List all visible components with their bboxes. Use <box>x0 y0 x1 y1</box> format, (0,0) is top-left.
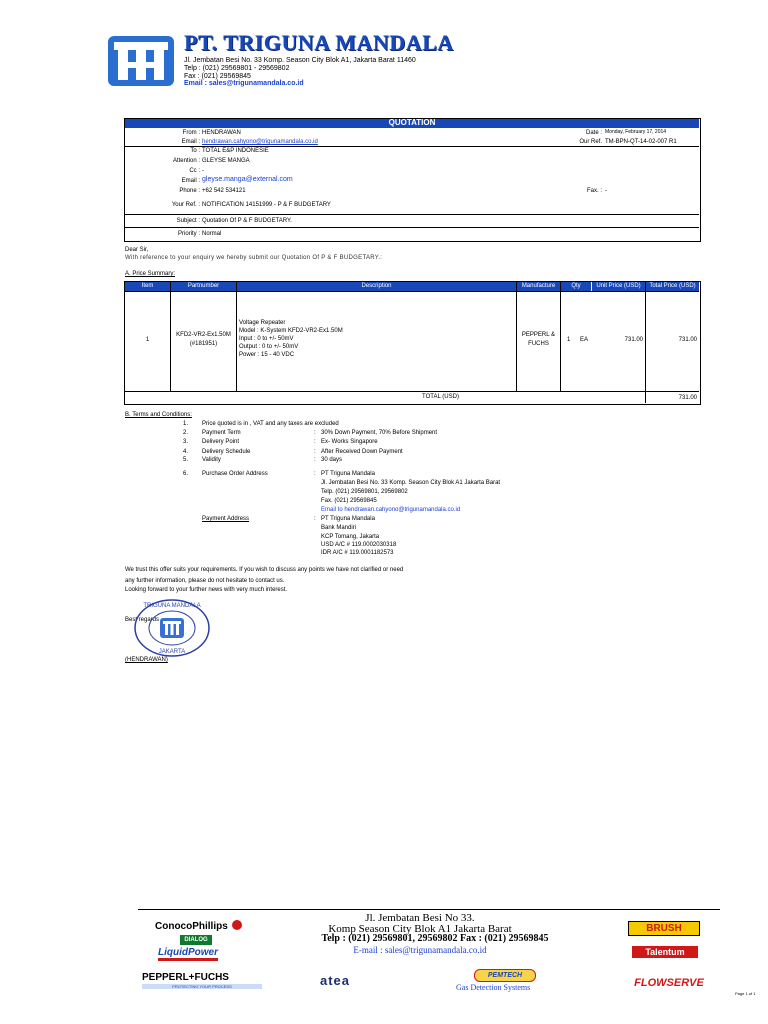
term-k-3: Delivery Point <box>202 439 240 445</box>
company-name: PT. TRIGUNA MANDALA <box>184 30 454 55</box>
term-n-3: 3. <box>183 439 189 445</box>
yourref-label: Your Ref. : <box>171 202 200 208</box>
logo-dialog: DIALOG <box>180 935 212 945</box>
company-fax: Fax : (021) 29569845 <box>184 73 251 80</box>
cell-part2: (#181951) <box>189 341 218 347</box>
phone-label: Phone : <box>179 188 200 194</box>
ourref-value: TM-BPN-QT-14-02-007 R1 <box>605 139 677 145</box>
po-line-0: PT Triguna Mandala <box>321 471 375 477</box>
conoco-icon <box>232 920 242 930</box>
footer-addr-1: Jl. Jembatan Besi No 33. <box>365 912 475 924</box>
term-k-4: Delivery Schedule <box>202 449 251 455</box>
company-email[interactable]: Email : sales@trigunamandala.co.id <box>184 80 304 87</box>
subject-value: Quotation Of P & F BUDGETARY. <box>202 218 292 224</box>
cell-desc-4: Power : 15 - 40 VDC <box>239 352 295 358</box>
term-n-2: 2. <box>183 430 189 436</box>
cc-label: Cc : <box>189 168 200 174</box>
cell-desc-1: Model : K-System KFD2-VR2-Ex1.50M <box>239 328 343 334</box>
page-number: Page 1 of 1 <box>735 991 756 996</box>
logo-conocophillips <box>155 916 242 934</box>
term-n-4: 4. <box>183 449 189 455</box>
row-divider <box>125 291 699 292</box>
price-summary-title: A. Price Summary: <box>125 271 176 277</box>
signer-name: (HENDRAWAN) <box>125 657 168 663</box>
footer-addr-2: Komp Season City Blok A1 Jakarta Barat <box>328 923 512 935</box>
svg-text:TRIGUNA MANDALA: TRIGUNA MANDALA <box>143 603 201 609</box>
pepperl-tagline: PROTECTING YOUR PROCESS <box>142 984 262 989</box>
logo-flowserve: FLOWSERVE <box>634 977 704 989</box>
cell-desc-2: Input : 0 to +/- 50mV <box>239 336 294 342</box>
term-v-3: Ex- Works Singapore <box>321 439 378 445</box>
footer-email[interactable]: E-mail : sales@trigunamandala.co.id <box>353 945 487 955</box>
to-value: TOTAL E&P INDONESIE <box>202 148 269 154</box>
total-value: 731.00 <box>678 395 697 401</box>
priority-label: Priority : <box>177 231 200 237</box>
col-divider <box>560 282 561 391</box>
company-stamp <box>132 598 212 658</box>
th-item: Item <box>125 282 170 291</box>
logo-pepperl-fuchs <box>142 972 262 989</box>
logo-gas-detection: Gas Detection Systems <box>456 983 531 992</box>
logo-brush: BRUSH <box>628 921 700 936</box>
th-manufacture: Manufacture <box>517 282 560 291</box>
cc-value: - <box>202 168 204 174</box>
term-k-2: Payment Term <box>202 430 241 436</box>
from-email[interactable]: hendrawan.cahyono@trigunamandala.co.id <box>202 139 318 145</box>
intro-text: With reference to your enquiry we hereby submit our Quotation Of P & F BUDGETARY.: <box>125 255 383 261</box>
cell-total-price: 731.00 <box>678 337 697 343</box>
company-address: Jl. Jembatan Besi No. 33 Komp. Season City Blok A1, Jakarta Barat 11460 <box>184 57 416 64</box>
footer-divider <box>138 909 720 910</box>
divider <box>125 214 699 215</box>
stamp-icon <box>132 598 212 658</box>
term-v-4: After Received Down Payment <box>321 449 403 455</box>
cell-desc-3: Output : 0 to +/- 50mV <box>239 344 299 350</box>
from-label: From : <box>182 130 200 136</box>
logo-pemtech: PEMTECH <box>474 969 536 982</box>
conoco-text: ConocoPhillips <box>155 921 228 932</box>
po-line-2: Telp. (021) 29569801, 29569802 <box>321 489 408 495</box>
closing-line-1: We trust this offer suits your requirements. If you wish to discuss any points we have not clarified or need <box>125 567 404 573</box>
th-description: Description <box>237 282 516 291</box>
po-label: Purchase Order Address <box>202 471 268 477</box>
term-n-1: 1. <box>183 421 189 427</box>
po-line-3: Fax. (021) 29569845 <box>321 498 377 504</box>
pay-line-0: PT Triguna Mandala <box>321 516 375 522</box>
term-colon: : <box>314 430 316 436</box>
cell-item: 1 <box>145 337 150 343</box>
pepperl-text: PEPPERL+FUCHS <box>142 972 229 983</box>
quotation-title: QUOTATION <box>388 118 436 127</box>
term-n-6: 6. <box>183 471 189 477</box>
term-v-2: 30% Down Payment, 70% Before Shipment <box>321 430 438 436</box>
th-unit-price: Unit Price (USD) <box>592 282 645 291</box>
term-v-5: 30 days <box>321 457 343 463</box>
company-logo <box>106 34 176 88</box>
logo-liquidpower: LiquidPower <box>158 948 218 961</box>
term-colon: : <box>314 457 316 463</box>
logo-atea: atea <box>320 973 351 988</box>
divider <box>125 227 699 228</box>
date-label: Date : <box>585 130 602 136</box>
to-email[interactable]: gleyse.manga@external.com <box>202 176 293 183</box>
po-email[interactable]: Email to hendrawan.cahyono@trigunamandala.co.id <box>321 507 461 513</box>
term-colon: : <box>314 471 316 477</box>
fax-label: Fax. : <box>586 188 602 194</box>
attention-value: GLEYSE MANGA <box>202 158 250 164</box>
email-label: Email : <box>181 139 200 145</box>
term-k-1: Price quoted is in , VAT and any taxes are excluded <box>202 421 339 427</box>
pay-line-4: IDR A/C # 119.0001182573 <box>321 550 394 556</box>
company-telp: Telp : (021) 29569801 - 29569802 <box>184 65 290 72</box>
term-colon: : <box>314 516 316 522</box>
pay-line-1: Bank Mandiri <box>321 525 357 531</box>
th-total-price: Total Price (USD) <box>646 282 699 291</box>
closing-line-3: Looking forward to your further news with very much interest. <box>125 587 288 593</box>
pay-line-2: KCP Tomang, Jakarta <box>321 534 380 540</box>
closing-line-2: any further information, please do not hesitate to contact us. <box>125 578 285 584</box>
subject-label: Subject : <box>176 218 200 224</box>
cell-part1: KFD2-VR2-Ex1.50M <box>176 332 231 338</box>
cell-desc-0: Voltage Repeater <box>239 320 286 326</box>
row-divider <box>125 391 699 392</box>
footer-addr-3: Telp : (021) 29569801, 29569802 Fax : (021) 29569845 <box>321 933 549 944</box>
term-colon: : <box>314 439 316 445</box>
total-label: TOTAL (USD) <box>422 394 459 400</box>
phone-value: +62 542 534121 <box>202 188 246 194</box>
th-partnumber: Partnumber <box>171 282 236 291</box>
cell-manufacture2: FUCHS <box>528 341 549 347</box>
tm-logo-icon <box>106 34 176 88</box>
col-divider <box>236 282 237 391</box>
po-line-1: Jl. Jembatan Besi No. 33 Komp. Season City Blok A1 Jakarta Barat <box>321 480 501 486</box>
pay-line-3: USD A/C # 119.0002030318 <box>321 542 397 548</box>
term-k-5: Validity <box>202 457 221 463</box>
ourref-label: Our Ref. <box>579 139 602 145</box>
greeting: Dear Sir, <box>125 247 149 253</box>
payment-label: Payment Address <box>202 516 250 522</box>
th-qty: Qty <box>561 282 591 291</box>
email2-label: Email : <box>181 178 200 184</box>
cell-unit-price: 731.00 <box>624 337 643 343</box>
term-n-5: 5. <box>183 457 189 463</box>
svg-text:JAKARTA: JAKARTA <box>158 649 186 655</box>
yourref-value: NOTIFICATION 14151999 - P & F BUDGETARY <box>202 202 331 208</box>
attention-label: Attention : <box>172 158 200 164</box>
cell-qty: 1 <box>567 337 571 343</box>
to-label: To : <box>190 148 200 154</box>
cell-manufacture1: PEPPERL & <box>521 332 556 338</box>
date-value: Monday, February 17, 2014 <box>605 129 667 135</box>
logo-talentum: Talentum <box>632 946 698 958</box>
fax-value: - <box>605 188 607 194</box>
term-colon: : <box>314 449 316 455</box>
best-regards: Best regards <box>125 617 160 623</box>
terms-title: B. Terms and Conditions: <box>125 412 192 418</box>
priority-value: Normal <box>202 231 222 237</box>
cell-unit: EA <box>580 337 589 343</box>
from-value: HENDRAWAN <box>202 130 241 136</box>
